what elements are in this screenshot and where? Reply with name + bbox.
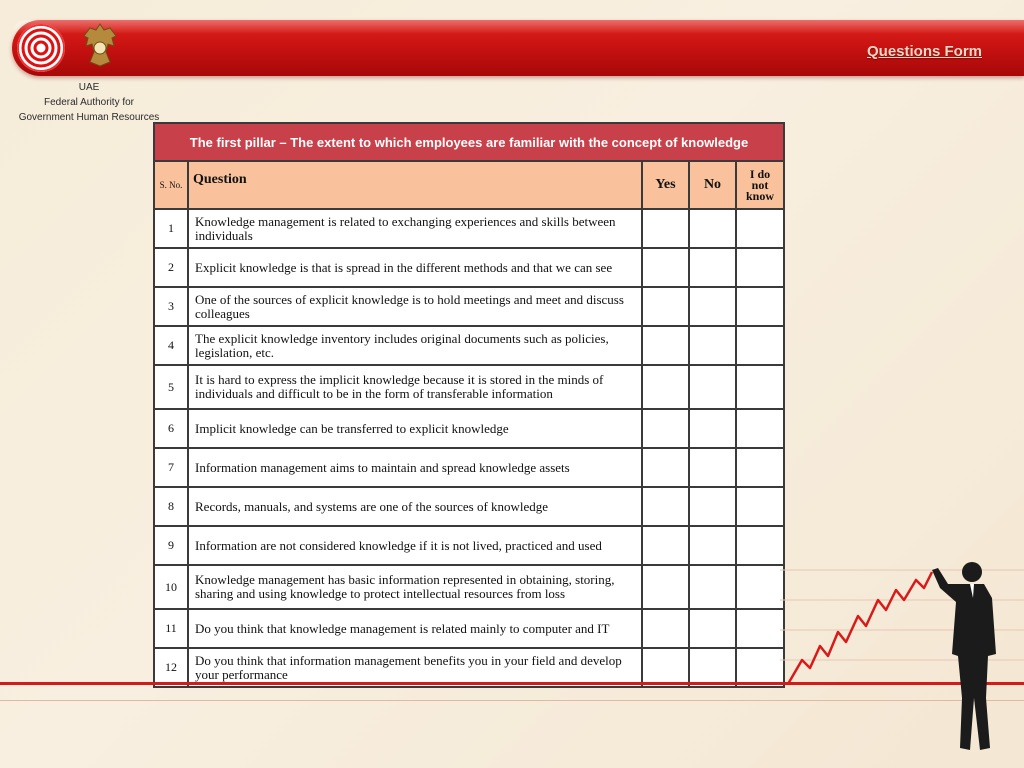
col-question-header: Question: [188, 161, 642, 209]
table-row: [154, 287, 784, 326]
answer-idk-cell[interactable]: [736, 526, 784, 565]
question-text: The explicit knowledge inventory includes original documents such as policies, legislation, etc.: [188, 326, 642, 365]
answer-yes-cell[interactable]: [642, 526, 689, 565]
answer-yes-cell[interactable]: [642, 248, 689, 287]
answer-idk-cell[interactable]: [736, 448, 784, 487]
answer-idk-cell[interactable]: [736, 365, 784, 409]
answer-no-cell[interactable]: [689, 609, 736, 648]
table-row: [154, 409, 784, 448]
table-row: [154, 248, 784, 287]
question-text: Explicit knowledge is that is spread in the different methods and that we can see: [188, 248, 642, 287]
row-number: 10: [154, 565, 188, 609]
question-text: One of the sources of explicit knowledge is to hold meetings and meet and discuss colleagues: [188, 287, 642, 326]
row-number: 1: [154, 209, 188, 248]
question-text: Knowledge management has basic information represented in obtaining, storing, sharing and using knowledge to protect intellectual resources from loss: [188, 565, 642, 609]
row-number: 5: [154, 365, 188, 409]
org-name: [0, 80, 178, 125]
answer-no-cell[interactable]: [689, 565, 736, 609]
question-text: Do you think that information management benefits you in your field and develop your performance: [188, 648, 642, 687]
businessman-silhouette-icon: [920, 558, 1010, 758]
col-sno-header: S. No.: [154, 161, 188, 209]
question-text: Records, manuals, and systems are one of the sources of knowledge: [188, 487, 642, 526]
answer-yes-cell[interactable]: [642, 448, 689, 487]
answer-yes-cell[interactable]: [642, 365, 689, 409]
table-row: [154, 609, 784, 648]
logo-icon: [17, 24, 65, 72]
table-row: [154, 526, 784, 565]
row-number: 6: [154, 409, 188, 448]
answer-idk-cell[interactable]: [736, 609, 784, 648]
org-line-1: UAE: [78, 82, 100, 93]
org-line-2: Federal Authority for: [43, 97, 135, 108]
emblem-falcon-icon: [80, 22, 120, 68]
questions-table: [153, 122, 785, 688]
answer-no-cell[interactable]: [689, 209, 736, 248]
table-row: [154, 365, 784, 409]
answer-idk-cell[interactable]: [736, 209, 784, 248]
org-line-3: Government Human Resources: [18, 112, 160, 123]
rising-graph-icon: [780, 560, 940, 690]
answer-yes-cell[interactable]: [642, 565, 689, 609]
table-header-row: [154, 161, 784, 209]
question-text: Implicit knowledge can be transferred to explicit knowledge: [188, 409, 642, 448]
answer-idk-cell[interactable]: [736, 326, 784, 365]
col-yes-header: Yes: [642, 161, 689, 209]
answer-no-cell[interactable]: [689, 248, 736, 287]
answer-yes-cell[interactable]: [642, 409, 689, 448]
row-number: 12: [154, 648, 188, 687]
col-no-header: No: [689, 161, 736, 209]
answer-yes-cell[interactable]: [642, 609, 689, 648]
answer-yes-cell[interactable]: [642, 326, 689, 365]
answer-no-cell[interactable]: [689, 526, 736, 565]
row-number: 3: [154, 287, 188, 326]
question-text: Information management aims to maintain and spread knowledge assets: [188, 448, 642, 487]
row-number: 9: [154, 526, 188, 565]
answer-idk-cell[interactable]: [736, 565, 784, 609]
row-number: 11: [154, 609, 188, 648]
table-title-row: [154, 123, 784, 161]
answer-no-cell[interactable]: [689, 287, 736, 326]
answer-no-cell[interactable]: [689, 365, 736, 409]
question-text: Information are not considered knowledge if it is not lived, practiced and used: [188, 526, 642, 565]
row-number: 4: [154, 326, 188, 365]
table-row: [154, 326, 784, 365]
answer-idk-cell[interactable]: [736, 248, 784, 287]
answer-no-cell[interactable]: [689, 448, 736, 487]
page-title: Questions Form: [866, 43, 982, 60]
table-title: The first pillar – The extent to which employees are familiar with the concept of knowledge: [154, 123, 784, 161]
question-text: It is hard to express the implicit knowledge because it is stored in the minds of individuals and difficult to be in the form of transferable information: [188, 365, 642, 409]
answer-yes-cell[interactable]: [642, 487, 689, 526]
answer-idk-cell[interactable]: [736, 487, 784, 526]
answer-no-cell[interactable]: [689, 409, 736, 448]
answer-idk-cell[interactable]: [736, 409, 784, 448]
col-idk-header: I do not know: [736, 161, 784, 209]
table-row: [154, 487, 784, 526]
row-number: 2: [154, 248, 188, 287]
question-text: Do you think that knowledge management is related mainly to computer and IT: [188, 609, 642, 648]
answer-no-cell[interactable]: [689, 326, 736, 365]
answer-no-cell[interactable]: [689, 487, 736, 526]
table-row: [154, 209, 784, 248]
answer-yes-cell[interactable]: [642, 209, 689, 248]
row-number: 8: [154, 487, 188, 526]
table-row: [154, 448, 784, 487]
table-row: [154, 565, 784, 609]
answer-yes-cell[interactable]: [642, 287, 689, 326]
bottom-thin-stripe: [0, 700, 1024, 701]
answer-idk-cell[interactable]: [736, 287, 784, 326]
question-text: Knowledge management is related to exchanging experiences and skills between individuals: [188, 209, 642, 248]
row-number: 7: [154, 448, 188, 487]
table-body: [154, 209, 784, 687]
